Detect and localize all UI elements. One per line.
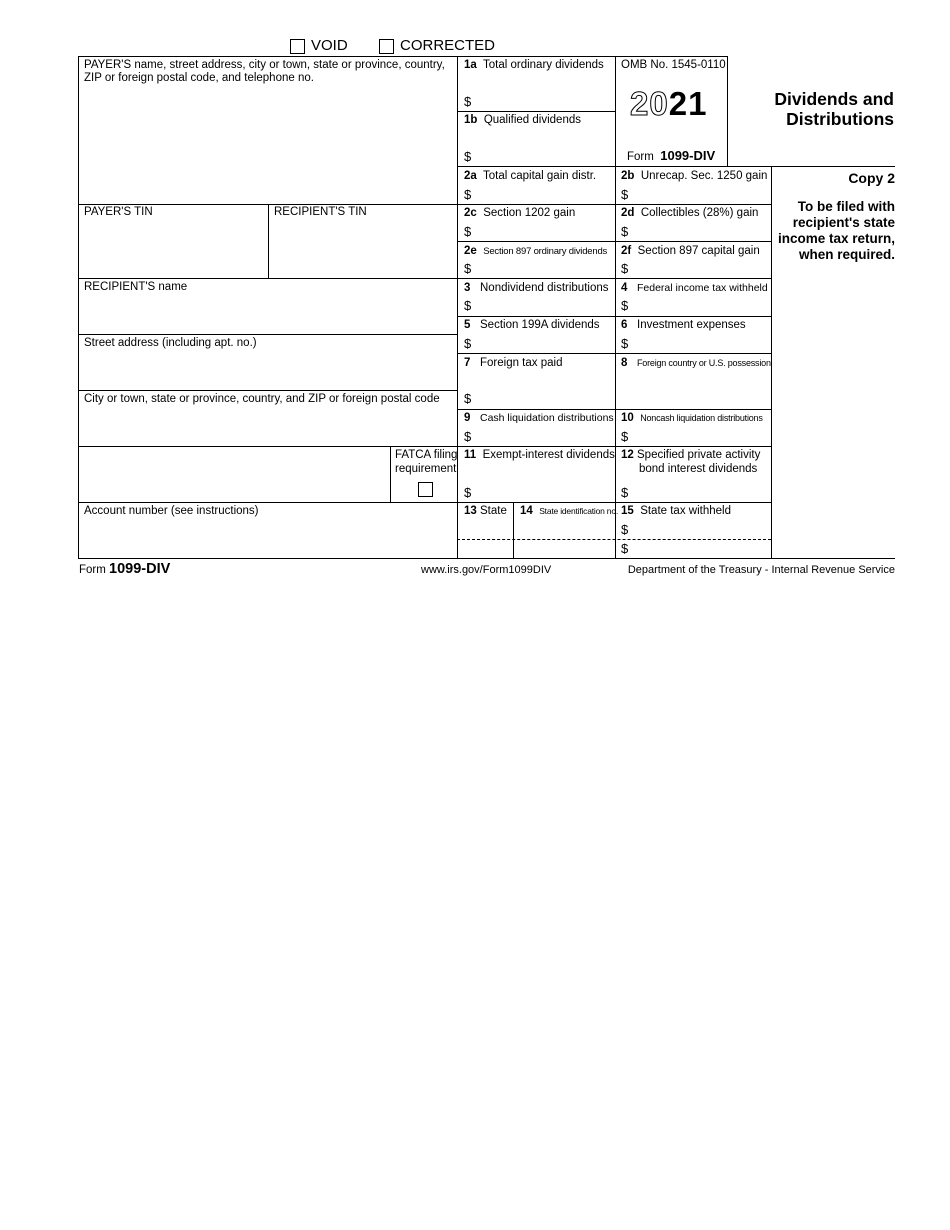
recipient-name-field[interactable]	[80, 296, 455, 332]
box-2d-label: 2d Collectibles (28%) gain	[621, 207, 759, 219]
box-2d-amount[interactable]	[631, 221, 769, 239]
box-15-label: 15 State tax withheld	[621, 505, 731, 517]
box-1a-label: 1a Total ordinary dividends	[464, 59, 604, 71]
box-7-amount[interactable]	[474, 388, 612, 406]
box-2e-amount[interactable]	[474, 258, 612, 276]
box-2c-amount[interactable]	[474, 221, 612, 239]
box-2e-label: 2e Section 897 ordinary dividends	[464, 245, 608, 257]
tax-year-outline: 20	[630, 85, 669, 122]
omb-number: OMB No. 1545-0110	[621, 59, 726, 71]
box-11-label: 11 Exempt-interest dividends	[464, 449, 615, 461]
box-7-dollar: $	[464, 391, 472, 406]
box-1b-label: 1b Qualified dividends	[464, 114, 581, 126]
box-2c-dollar: $	[464, 224, 472, 239]
account-number-field[interactable]	[80, 520, 455, 556]
box-12-label-line2: bond interest dividends	[639, 463, 758, 475]
box-1a-dollar: $	[464, 94, 472, 109]
account-number-label: Account number (see instructions)	[84, 505, 259, 517]
box-15-dollar-1: $	[621, 522, 629, 537]
box-9-dollar: $	[464, 429, 472, 444]
footer-form-name: Form 1099-DIV	[79, 561, 171, 577]
form-name-header: Form 1099-DIV	[627, 148, 716, 163]
box-10-label: 10 Noncash liquidation distributions	[621, 412, 763, 424]
box-10-dollar: $	[621, 429, 629, 444]
tax-year-bold: 21	[668, 85, 708, 122]
fatca-label-line2: requirement	[395, 463, 457, 475]
box-15-dollar-2: $	[621, 541, 629, 556]
recipient-name-label: RECIPIENT'S name	[84, 281, 188, 293]
box-3-dollar: $	[464, 298, 472, 313]
box-8-field[interactable]	[619, 372, 769, 407]
copy-label: Copy 2	[848, 170, 895, 186]
footer-url: www.irs.gov/Form1099DIV	[421, 564, 552, 576]
blank-field[interactable]	[80, 448, 388, 500]
box-9-label: 9 Cash liquidation distributions	[464, 412, 614, 424]
box-2a-dollar: $	[464, 187, 472, 202]
box-3-amount[interactable]	[474, 296, 612, 314]
recipient-tin-field[interactable]	[270, 222, 455, 276]
box-2f-dollar: $	[621, 261, 629, 276]
payer-tin-field[interactable]	[80, 222, 266, 276]
void-label: VOID	[311, 37, 348, 54]
box-9-amount[interactable]	[474, 426, 612, 444]
box-2b-dollar: $	[621, 187, 629, 202]
box-1b-dollar: $	[464, 149, 472, 164]
box-5-dollar: $	[464, 336, 472, 351]
copy-instructions: To be filed with recipient's state income tax return, when required.	[777, 199, 895, 262]
footer-department: Department of the Treasury - Internal Revenue Service	[627, 564, 895, 576]
city-label: City or town, state or province, country, and ZIP or foreign postal code	[84, 393, 440, 405]
payer-tin-label: PAYER'S TIN	[84, 206, 153, 218]
box-15-amount-1[interactable]	[631, 520, 769, 537]
box-2c-label: 2c Section 1202 gain	[464, 207, 576, 219]
box-12-label: 12 Specified private activity	[621, 449, 761, 461]
corrected-checkbox[interactable]	[379, 39, 394, 54]
box-14-state-id-2[interactable]	[515, 541, 613, 557]
void-checkbox[interactable]	[290, 39, 305, 54]
box-11-dollar: $	[464, 485, 472, 500]
fatca-checkbox[interactable]	[418, 482, 433, 497]
box-6-dollar: $	[621, 336, 629, 351]
box-14-state-id-1[interactable]	[515, 520, 613, 537]
box-12-amount[interactable]	[631, 482, 769, 500]
box-4-dollar: $	[621, 298, 629, 313]
payer-info-field[interactable]	[80, 88, 455, 202]
street-address-label: Street address (including apt. no.)	[84, 337, 257, 349]
box-12-dollar: $	[621, 485, 629, 500]
fatca-label-line1: FATCA filing	[395, 449, 458, 461]
box-4-amount[interactable]	[631, 296, 769, 314]
box-5-label: 5 Section 199A dividends	[464, 319, 600, 331]
recipient-tin-label: RECIPIENT'S TIN	[274, 206, 367, 218]
box-2e-dollar: $	[464, 261, 472, 276]
box-4-label: 4 Federal income tax withheld	[621, 282, 768, 294]
box-2b-amount[interactable]	[631, 184, 769, 202]
tax-year	[630, 86, 707, 122]
corrected-label: CORRECTED	[400, 37, 496, 54]
box-13-state-1[interactable]	[459, 520, 511, 537]
box-2a-label: 2a Total capital gain distr.	[464, 170, 597, 182]
form-title: Dividends and Distributions	[774, 89, 894, 129]
box-14-label: 14 State identification no.	[520, 505, 619, 517]
box-2a-amount[interactable]	[474, 184, 612, 202]
box-13-label: 13 State	[464, 505, 507, 517]
box-1a-amount[interactable]	[474, 90, 612, 110]
box-13-state-2[interactable]	[459, 541, 511, 557]
box-2f-label: 2f Section 897 capital gain	[621, 245, 760, 257]
box-6-amount[interactable]	[631, 333, 769, 351]
box-2f-amount[interactable]	[631, 258, 769, 276]
box-2d-dollar: $	[621, 224, 629, 239]
box-5-amount[interactable]	[474, 333, 612, 351]
box-6-label: 6 Investment expenses	[621, 319, 746, 331]
box-10-amount[interactable]	[631, 426, 769, 444]
box-2b-label: 2b Unrecap. Sec. 1250 gain	[621, 170, 768, 182]
street-address-field[interactable]	[80, 352, 455, 388]
box-8-label: 8 Foreign country or U.S. possession	[621, 357, 771, 369]
payer-info-label: PAYER'S name, street address, city or town, state or province, country, ZIP or foreign postal code, and telephone no.	[84, 59, 445, 84]
box-7-label: 7 Foreign tax paid	[464, 357, 563, 369]
city-field[interactable]	[80, 408, 455, 444]
box-15-amount-2[interactable]	[631, 541, 769, 557]
box-3-label: 3 Nondividend distributions	[464, 282, 609, 294]
box-1b-amount[interactable]	[474, 145, 612, 165]
box-11-amount[interactable]	[474, 482, 612, 500]
